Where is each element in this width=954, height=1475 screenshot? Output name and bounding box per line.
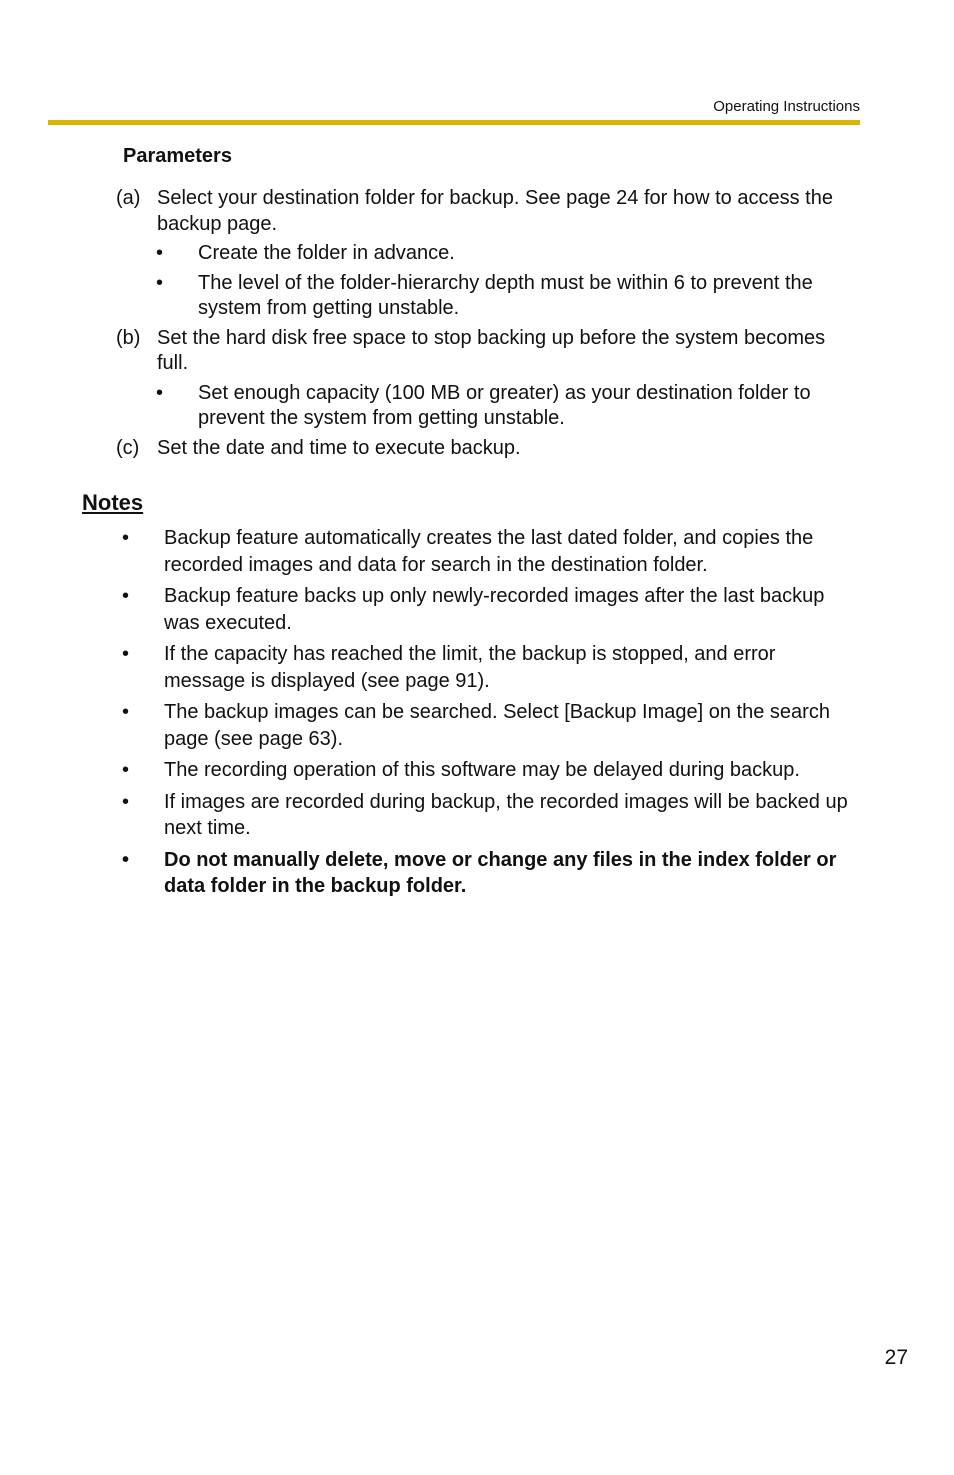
note-text: Do not manually delete, move or change any files in the index folder or data folder in the backup folder.: [164, 848, 837, 897]
parameters-list: [116, 186, 836, 465]
item-text: Set the hard disk free space to stop backing up before the system becomes full.: [157, 326, 826, 374]
note-item: [120, 789, 860, 842]
sub-bullet: [116, 271, 836, 322]
note-text: If images are recorded during backup, the recorded images will be backed up next time.: [164, 790, 848, 839]
item-label: (a): [116, 187, 141, 209]
bullet-icon: •: [156, 271, 164, 294]
note-item-warning: [120, 847, 860, 900]
note-text: The backup images can be searched. Select [Backup Image] on the search page (see page 63).: [164, 701, 830, 750]
note-text: Backup feature backs up only newly-recorded images after the last backup was executed.: [164, 585, 825, 634]
notes-list: [120, 525, 860, 905]
bullet-icon: •: [122, 643, 130, 665]
note-item: [120, 583, 860, 636]
sub-bullet-text: Create the folder in advance.: [198, 242, 455, 264]
sub-bullet-text: The level of the folder-hierarchy depth must be within 6 to prevent the system from getting unstable.: [198, 271, 813, 319]
bullet-icon: •: [122, 585, 130, 607]
sub-bullet-text: Set enough capacity (100 MB or greater) as your destination folder to prevent the system from getting unstable.: [198, 381, 811, 429]
parameter-item-a: [116, 186, 836, 237]
running-header: Operating Instructions: [713, 98, 860, 115]
note-text: The recording operation of this software may be delayed during backup.: [164, 759, 800, 781]
bullet-icon: •: [122, 848, 130, 871]
note-item: [120, 525, 860, 578]
bullet-icon: •: [122, 790, 130, 813]
item-text: Select your destination folder for backup. See page 24 for how to access the backup page.: [157, 187, 833, 235]
bullet-icon: •: [122, 701, 130, 723]
note-text: Backup feature automatically creates the last dated folder, and copies the recorded images and data for search in the destination folder.: [164, 527, 814, 576]
bullet-icon: •: [122, 759, 130, 781]
parameter-item-c: [116, 436, 836, 462]
notes-heading: Notes: [82, 490, 144, 515]
item-text: Set the date and time to execute backup.: [157, 436, 521, 459]
note-item: [120, 641, 860, 694]
sub-bullet: [116, 241, 836, 267]
sub-bullet: [116, 381, 836, 432]
bullet-icon: •: [156, 381, 164, 404]
bullet-icon: •: [156, 242, 164, 264]
note-item: [120, 757, 860, 784]
page-number: 27: [884, 1346, 908, 1369]
bullet-icon: •: [122, 527, 130, 549]
header-rule: [48, 120, 860, 125]
item-label: (b): [116, 326, 141, 349]
item-label: (c): [116, 436, 140, 459]
parameters-heading: Parameters: [123, 145, 232, 167]
note-text: If the capacity has reached the limit, the backup is stopped, and error message is displayed (see page 91).: [164, 643, 776, 692]
note-item: [120, 699, 860, 752]
parameter-item-b: [116, 326, 836, 377]
